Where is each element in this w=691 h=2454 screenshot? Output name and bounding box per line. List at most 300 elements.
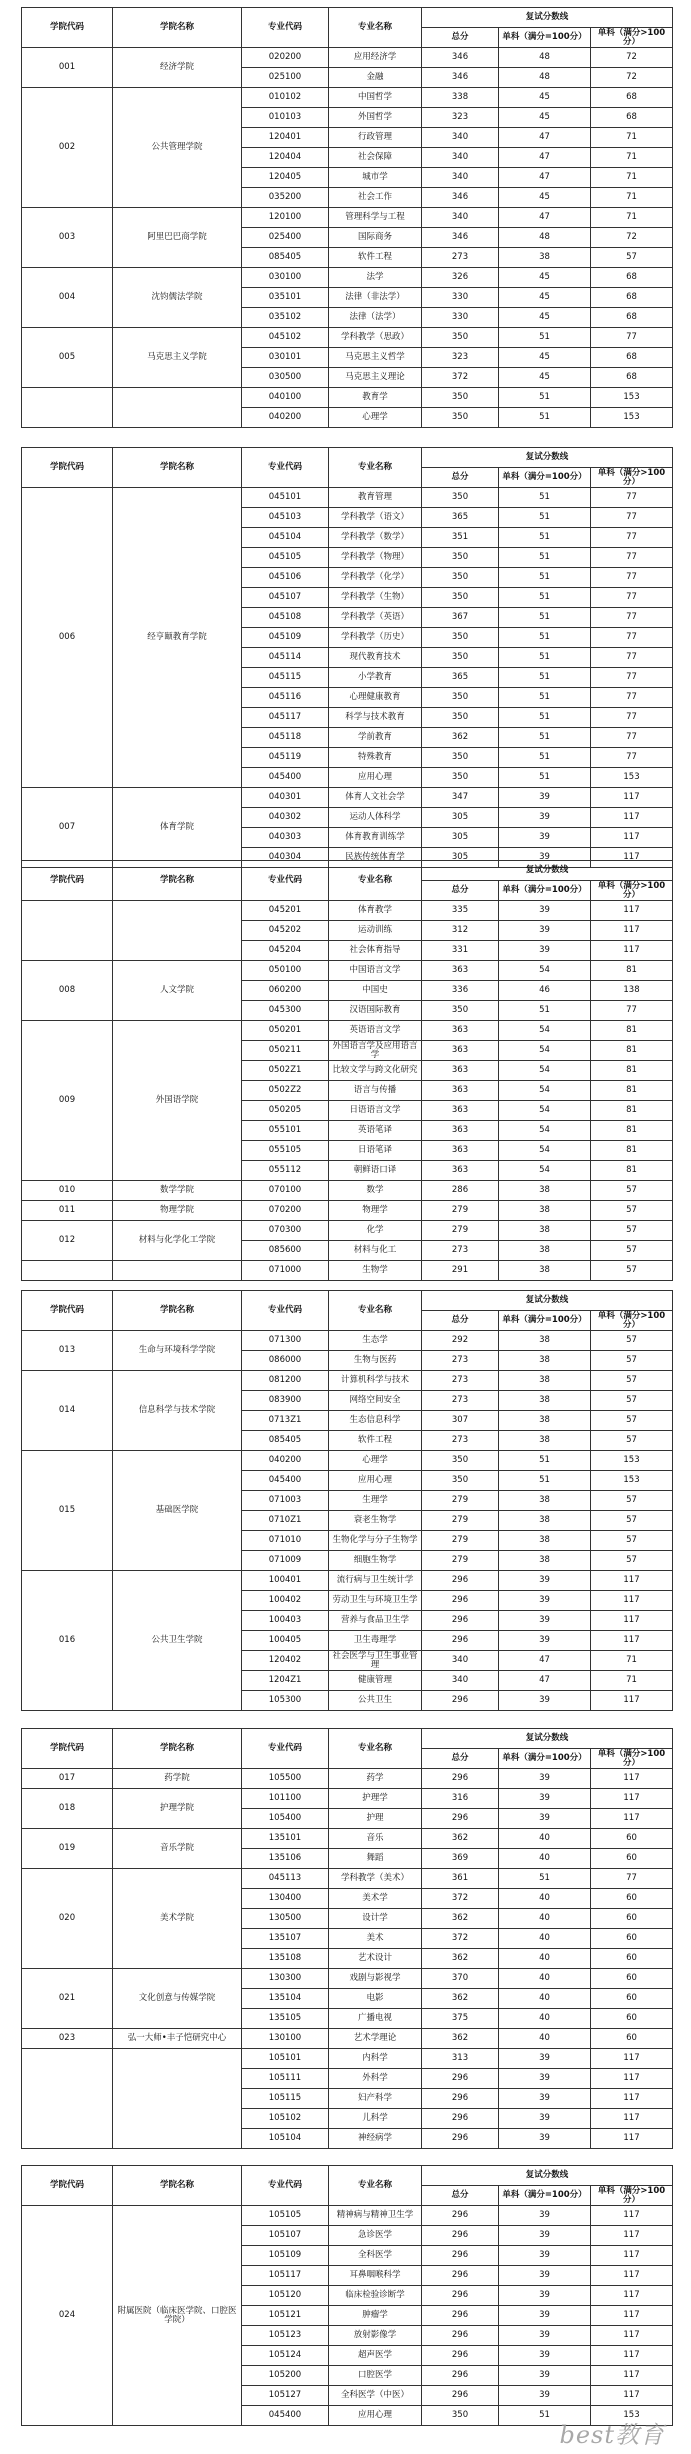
single-over100-cell: 117 bbox=[591, 2366, 673, 2386]
single-100-cell: 45 bbox=[499, 268, 591, 288]
single-100-cell: 45 bbox=[499, 288, 591, 308]
major-name-cell: 数学 bbox=[329, 1181, 422, 1201]
single-over100-cell: 117 bbox=[591, 1591, 673, 1611]
major-code-cell: 135106 bbox=[242, 1849, 329, 1869]
single-over100-cell: 117 bbox=[591, 2286, 673, 2306]
single-over100-cell: 81 bbox=[591, 1021, 673, 1041]
major-name-cell: 劳动卫生与环境卫生学 bbox=[329, 1591, 422, 1611]
single-over100-cell: 57 bbox=[591, 1431, 673, 1451]
major-name-cell: 儿科学 bbox=[329, 2109, 422, 2129]
college-code-cell: 007 bbox=[22, 788, 113, 868]
single-over100-cell: 117 bbox=[591, 1809, 673, 1829]
major-name-cell: 口腔医学 bbox=[329, 2366, 422, 2386]
score-table bbox=[21, 1290, 673, 1711]
single-100-cell: 39 bbox=[499, 828, 591, 848]
single-100-cell: 40 bbox=[499, 1969, 591, 1989]
college-code-cell: 019 bbox=[22, 1829, 113, 1869]
table-row bbox=[22, 268, 673, 288]
college-code-cell: 016 bbox=[22, 1571, 113, 1711]
total-score-cell: 291 bbox=[422, 1261, 499, 1281]
major-code-cell: 081200 bbox=[242, 1371, 329, 1391]
major-name-cell: 应用心理 bbox=[329, 768, 422, 788]
single-100-cell: 51 bbox=[499, 328, 591, 348]
college-name-cell: 物理学院 bbox=[113, 1201, 242, 1221]
single-over100-cell: 77 bbox=[591, 688, 673, 708]
major-name-cell: 生态学 bbox=[329, 1331, 422, 1351]
major-name-cell: 社会医学与卫生事业管理 bbox=[329, 1651, 422, 1671]
major-code-cell: 045102 bbox=[242, 328, 329, 348]
major-code-header: 专业代码 bbox=[242, 448, 329, 488]
single-over100-cell: 117 bbox=[591, 2326, 673, 2346]
single-100-header: 单科（满分=100分） bbox=[499, 468, 591, 488]
major-code-header: 专业代码 bbox=[242, 1291, 329, 1331]
major-code-cell: 085600 bbox=[242, 1241, 329, 1261]
single-over100-cell: 60 bbox=[591, 1949, 673, 1969]
single-100-cell: 39 bbox=[499, 2069, 591, 2089]
total-score-cell: 363 bbox=[422, 1121, 499, 1141]
single-100-cell: 40 bbox=[499, 1909, 591, 1929]
major-code-cell: 105120 bbox=[242, 2286, 329, 2306]
total-score-cell: 296 bbox=[422, 2326, 499, 2346]
total-score-cell: 363 bbox=[422, 961, 499, 981]
total-score-cell: 350 bbox=[422, 408, 499, 428]
college-name-header: 学院名称 bbox=[113, 1729, 242, 1769]
single-over100-cell: 71 bbox=[591, 148, 673, 168]
major-code-cell: 070300 bbox=[242, 1221, 329, 1241]
table-row bbox=[22, 1021, 673, 1041]
single-100-header: 单科（满分=100分） bbox=[499, 1311, 591, 1331]
major-code-cell: 050100 bbox=[242, 961, 329, 981]
single-over100-cell: 77 bbox=[591, 648, 673, 668]
total-header: 总分 bbox=[422, 468, 499, 488]
college-name-cell bbox=[113, 1261, 242, 1281]
single-100-header: 单科（满分=100分） bbox=[499, 881, 591, 901]
single-over100-cell: 68 bbox=[591, 268, 673, 288]
major-name-cell: 日语笔译 bbox=[329, 1141, 422, 1161]
total-score-cell: 350 bbox=[422, 1451, 499, 1471]
single-100-cell: 39 bbox=[499, 2326, 591, 2346]
watermark: best教育 bbox=[559, 2421, 665, 2449]
major-name-cell: 行政管理 bbox=[329, 128, 422, 148]
major-name-cell: 汉语国际教育 bbox=[329, 1001, 422, 1021]
table-row bbox=[22, 1201, 673, 1221]
total-score-cell: 330 bbox=[422, 308, 499, 328]
major-code-cell: 035200 bbox=[242, 188, 329, 208]
major-name-cell: 放射影像学 bbox=[329, 2326, 422, 2346]
major-name-cell: 教育管理 bbox=[329, 488, 422, 508]
major-code-cell: 040301 bbox=[242, 788, 329, 808]
total-score-cell: 350 bbox=[422, 708, 499, 728]
single-over100-cell: 57 bbox=[591, 1181, 673, 1201]
college-code-cell: 020 bbox=[22, 1869, 113, 1969]
total-score-cell: 273 bbox=[422, 1431, 499, 1451]
single-100-cell: 39 bbox=[499, 2386, 591, 2406]
single-over100-cell: 77 bbox=[591, 608, 673, 628]
total-score-cell: 336 bbox=[422, 981, 499, 1001]
college-name-cell: 生命与环境科学学院 bbox=[113, 1331, 242, 1371]
single-100-cell: 38 bbox=[499, 1531, 591, 1551]
major-code-header: 专业代码 bbox=[242, 861, 329, 901]
single-100-cell: 51 bbox=[499, 728, 591, 748]
total-score-cell: 296 bbox=[422, 2129, 499, 2149]
single-100-cell: 47 bbox=[499, 1651, 591, 1671]
college-code-cell: 006 bbox=[22, 488, 113, 788]
college-code-cell: 011 bbox=[22, 1201, 113, 1221]
total-score-cell: 369 bbox=[422, 1849, 499, 1869]
major-name-cell: 全科医学（中医） bbox=[329, 2386, 422, 2406]
single-over100-cell: 68 bbox=[591, 368, 673, 388]
single-100-cell: 51 bbox=[499, 668, 591, 688]
table-row bbox=[22, 1769, 673, 1789]
table-row bbox=[22, 1221, 673, 1241]
total-score-cell: 340 bbox=[422, 168, 499, 188]
major-code-cell: 135104 bbox=[242, 1989, 329, 2009]
major-name-cell: 学科教学（英语） bbox=[329, 608, 422, 628]
major-code-cell: 045116 bbox=[242, 688, 329, 708]
total-score-cell: 346 bbox=[422, 68, 499, 88]
total-score-cell: 365 bbox=[422, 668, 499, 688]
major-name-cell: 中国史 bbox=[329, 981, 422, 1001]
single-over100-cell: 71 bbox=[591, 128, 673, 148]
single-100-cell: 38 bbox=[499, 1391, 591, 1411]
major-name-cell: 外科学 bbox=[329, 2069, 422, 2089]
major-code-cell: 085405 bbox=[242, 1431, 329, 1451]
major-code-cell: 050205 bbox=[242, 1101, 329, 1121]
major-code-cell: 045105 bbox=[242, 548, 329, 568]
major-name-cell: 健康管理 bbox=[329, 1671, 422, 1691]
college-name-cell: 文化创意与传媒学院 bbox=[113, 1969, 242, 2029]
major-name-cell: 语言与传播 bbox=[329, 1081, 422, 1101]
single-100-cell: 47 bbox=[499, 168, 591, 188]
major-code-cell: 040303 bbox=[242, 828, 329, 848]
single-100-cell: 40 bbox=[499, 1989, 591, 2009]
single-100-cell: 39 bbox=[499, 2306, 591, 2326]
total-score-cell: 313 bbox=[422, 2049, 499, 2069]
major-name-cell: 电影 bbox=[329, 1989, 422, 2009]
total-score-cell: 323 bbox=[422, 348, 499, 368]
total-score-cell: 362 bbox=[422, 1829, 499, 1849]
single-100-cell: 51 bbox=[499, 608, 591, 628]
total-score-cell: 296 bbox=[422, 2346, 499, 2366]
major-name-cell: 妇产科学 bbox=[329, 2089, 422, 2109]
major-name-cell: 英语笔译 bbox=[329, 1121, 422, 1141]
major-code-cell: 105121 bbox=[242, 2306, 329, 2326]
single-over100-cell: 57 bbox=[591, 1331, 673, 1351]
major-code-cell: 045104 bbox=[242, 528, 329, 548]
single-100-cell: 51 bbox=[499, 708, 591, 728]
single-over100-cell: 77 bbox=[591, 548, 673, 568]
single-100-cell: 45 bbox=[499, 348, 591, 368]
single-over100-cell: 117 bbox=[591, 2069, 673, 2089]
single-over100-cell: 117 bbox=[591, 2049, 673, 2069]
major-code-cell: 040302 bbox=[242, 808, 329, 828]
single-over100-cell: 60 bbox=[591, 1829, 673, 1849]
total-score-cell: 372 bbox=[422, 1889, 499, 1909]
single-100-cell: 39 bbox=[499, 1611, 591, 1631]
table-row bbox=[22, 1829, 673, 1849]
total-score-cell: 335 bbox=[422, 901, 499, 921]
major-name-cell: 小学教育 bbox=[329, 668, 422, 688]
major-code-cell: 045107 bbox=[242, 588, 329, 608]
single-over100-cell: 153 bbox=[591, 388, 673, 408]
single-100-cell: 39 bbox=[499, 848, 591, 868]
single-100-cell: 38 bbox=[499, 1241, 591, 1261]
single-100-cell: 40 bbox=[499, 2009, 591, 2029]
single-100-cell: 51 bbox=[499, 768, 591, 788]
major-name-cell: 艺术学理论 bbox=[329, 2029, 422, 2049]
total-score-cell: 305 bbox=[422, 828, 499, 848]
retest-line-header: 复试分数线 bbox=[422, 1291, 673, 1311]
major-code-header: 专业代码 bbox=[242, 8, 329, 48]
table-row bbox=[22, 1181, 673, 1201]
total-score-cell: 350 bbox=[422, 568, 499, 588]
college-name-cell: 人文学院 bbox=[113, 961, 242, 1021]
total-header: 总分 bbox=[422, 28, 499, 48]
major-name-cell: 药学 bbox=[329, 1769, 422, 1789]
major-name-cell: 体育教育训练学 bbox=[329, 828, 422, 848]
single-over100-cell: 57 bbox=[591, 248, 673, 268]
major-name-cell: 公共卫生 bbox=[329, 1691, 422, 1711]
major-code-cell: 105400 bbox=[242, 1809, 329, 1829]
major-code-cell: 135108 bbox=[242, 1949, 329, 1969]
total-score-cell: 363 bbox=[422, 1021, 499, 1041]
single-over100-cell: 68 bbox=[591, 308, 673, 328]
single-over100-cell: 81 bbox=[591, 1041, 673, 1061]
major-name-cell: 科学与技术教育 bbox=[329, 708, 422, 728]
total-score-cell: 362 bbox=[422, 1909, 499, 1929]
single-over100-cell: 81 bbox=[591, 961, 673, 981]
total-score-cell: 350 bbox=[422, 768, 499, 788]
total-score-cell: 346 bbox=[422, 48, 499, 68]
major-code-cell: 045400 bbox=[242, 1471, 329, 1491]
major-name-cell: 特殊教育 bbox=[329, 748, 422, 768]
single-over100-cell: 117 bbox=[591, 2246, 673, 2266]
major-name-cell: 计算机科学与技术 bbox=[329, 1371, 422, 1391]
college-name-cell: 信息科学与技术学院 bbox=[113, 1371, 242, 1451]
single-over100-cell: 57 bbox=[591, 1261, 673, 1281]
single-100-cell: 51 bbox=[499, 568, 591, 588]
single-over100-cell: 117 bbox=[591, 1769, 673, 1789]
total-score-cell: 350 bbox=[422, 588, 499, 608]
table-row bbox=[22, 901, 673, 921]
total-score-cell: 351 bbox=[422, 528, 499, 548]
single-100-cell: 40 bbox=[499, 1929, 591, 1949]
college-code-header: 学院代码 bbox=[22, 8, 113, 48]
total-score-cell: 350 bbox=[422, 688, 499, 708]
total-score-cell: 279 bbox=[422, 1221, 499, 1241]
total-score-cell: 330 bbox=[422, 288, 499, 308]
single-over100-cell: 77 bbox=[591, 568, 673, 588]
major-code-cell: 071000 bbox=[242, 1261, 329, 1281]
major-code-cell: 060200 bbox=[242, 981, 329, 1001]
major-code-cell: 020200 bbox=[242, 48, 329, 68]
total-score-cell: 279 bbox=[422, 1511, 499, 1531]
total-score-cell: 296 bbox=[422, 1809, 499, 1829]
single-100-cell: 51 bbox=[499, 688, 591, 708]
single-over100-cell: 117 bbox=[591, 921, 673, 941]
major-code-cell: 135101 bbox=[242, 1829, 329, 1849]
total-header: 总分 bbox=[422, 881, 499, 901]
college-code-cell: 001 bbox=[22, 48, 113, 88]
major-name-cell: 国际商务 bbox=[329, 228, 422, 248]
college-code-header: 学院代码 bbox=[22, 448, 113, 488]
major-code-cell: 130100 bbox=[242, 2029, 329, 2049]
college-code-cell: 010 bbox=[22, 1181, 113, 1201]
major-name-cell: 体育人文社会学 bbox=[329, 788, 422, 808]
table-row bbox=[22, 1331, 673, 1351]
single-100-cell: 38 bbox=[499, 1351, 591, 1371]
score-table bbox=[21, 1728, 673, 2149]
single-100-header: 单科（满分=100分） bbox=[499, 2186, 591, 2206]
major-name-cell: 日语语言文学 bbox=[329, 1101, 422, 1121]
college-name-cell: 数学学院 bbox=[113, 1181, 242, 1201]
major-name-cell: 法律（非法学） bbox=[329, 288, 422, 308]
major-name-cell: 金融 bbox=[329, 68, 422, 88]
single-over100-cell: 57 bbox=[591, 1531, 673, 1551]
major-name-cell: 软件工程 bbox=[329, 1431, 422, 1451]
single-over100-cell: 77 bbox=[591, 708, 673, 728]
single-100-cell: 48 bbox=[499, 228, 591, 248]
table-row bbox=[22, 2206, 673, 2226]
table-row bbox=[22, 388, 673, 408]
single-over100-cell: 117 bbox=[591, 1789, 673, 1809]
single-100-cell: 54 bbox=[499, 961, 591, 981]
major-code-cell: 105105 bbox=[242, 2206, 329, 2226]
total-score-cell: 350 bbox=[422, 648, 499, 668]
retest-line-header: 复试分数线 bbox=[422, 1729, 673, 1749]
single-over100-header: 单科（满分>100分） bbox=[591, 1749, 673, 1769]
single-100-cell: 39 bbox=[499, 2109, 591, 2129]
single-over100-cell: 77 bbox=[591, 1001, 673, 1021]
single-100-cell: 51 bbox=[499, 588, 591, 608]
major-code-cell: 120401 bbox=[242, 128, 329, 148]
major-name-header: 专业名称 bbox=[329, 1291, 422, 1331]
college-code-cell: 023 bbox=[22, 2029, 113, 2049]
total-score-cell: 372 bbox=[422, 368, 499, 388]
single-over100-cell: 77 bbox=[591, 488, 673, 508]
total-score-cell: 296 bbox=[422, 1769, 499, 1789]
total-score-cell: 350 bbox=[422, 488, 499, 508]
retest-line-header: 复试分数线 bbox=[422, 448, 673, 468]
single-over100-cell: 77 bbox=[591, 328, 673, 348]
college-name-cell: 经亨颐教育学院 bbox=[113, 488, 242, 788]
total-score-cell: 312 bbox=[422, 921, 499, 941]
total-score-cell: 362 bbox=[422, 1949, 499, 1969]
major-name-cell: 运动人体科学 bbox=[329, 808, 422, 828]
total-score-cell: 350 bbox=[422, 628, 499, 648]
college-code-cell: 008 bbox=[22, 961, 113, 1021]
major-name-cell: 材料与化工 bbox=[329, 1241, 422, 1261]
total-score-cell: 296 bbox=[422, 2109, 499, 2129]
major-code-cell: 045113 bbox=[242, 1869, 329, 1889]
single-100-cell: 47 bbox=[499, 148, 591, 168]
major-name-cell: 中国哲学 bbox=[329, 88, 422, 108]
single-100-cell: 38 bbox=[499, 1551, 591, 1571]
major-code-cell: 105101 bbox=[242, 2049, 329, 2069]
total-score-cell: 363 bbox=[422, 1161, 499, 1181]
table-row bbox=[22, 1451, 673, 1471]
table-row bbox=[22, 788, 673, 808]
major-code-cell: 105109 bbox=[242, 2246, 329, 2266]
major-code-cell: 105104 bbox=[242, 2129, 329, 2149]
total-score-cell: 273 bbox=[422, 1391, 499, 1411]
single-over100-cell: 60 bbox=[591, 2029, 673, 2049]
single-100-cell: 45 bbox=[499, 108, 591, 128]
single-over100-cell: 81 bbox=[591, 1161, 673, 1181]
major-name-cell: 营养与食品卫生学 bbox=[329, 1611, 422, 1631]
single-100-cell: 39 bbox=[499, 788, 591, 808]
single-100-cell: 51 bbox=[499, 508, 591, 528]
college-name-cell: 附属医院（临床医学院、口腔医学院） bbox=[113, 2206, 242, 2426]
single-over100-header: 单科（满分>100分） bbox=[591, 1311, 673, 1331]
major-code-cell: 105500 bbox=[242, 1769, 329, 1789]
single-over100-cell: 57 bbox=[591, 1511, 673, 1531]
major-code-cell: 070100 bbox=[242, 1181, 329, 1201]
table-row bbox=[22, 2049, 673, 2069]
single-100-cell: 39 bbox=[499, 2346, 591, 2366]
major-code-cell: 100401 bbox=[242, 1571, 329, 1591]
major-code-cell: 040200 bbox=[242, 1451, 329, 1471]
single-over100-cell: 77 bbox=[591, 588, 673, 608]
major-name-cell: 学科教学（思政） bbox=[329, 328, 422, 348]
major-name-cell: 运动训练 bbox=[329, 921, 422, 941]
major-code-cell: 030500 bbox=[242, 368, 329, 388]
single-100-cell: 45 bbox=[499, 308, 591, 328]
score-table bbox=[21, 2165, 673, 2426]
single-100-cell: 39 bbox=[499, 1571, 591, 1591]
college-code-cell bbox=[22, 1261, 113, 1281]
major-name-cell: 法律（法学） bbox=[329, 308, 422, 328]
single-over100-cell: 68 bbox=[591, 108, 673, 128]
single-100-cell: 54 bbox=[499, 1141, 591, 1161]
single-over100-cell: 117 bbox=[591, 2109, 673, 2129]
table-row bbox=[22, 1261, 673, 1281]
college-code-cell: 024 bbox=[22, 2206, 113, 2426]
total-score-cell: 362 bbox=[422, 1989, 499, 2009]
major-code-cell: 035101 bbox=[242, 288, 329, 308]
single-100-cell: 39 bbox=[499, 2206, 591, 2226]
single-over100-cell: 117 bbox=[591, 2206, 673, 2226]
single-over100-cell: 117 bbox=[591, 2346, 673, 2366]
single-100-cell: 38 bbox=[499, 1181, 591, 1201]
total-header: 总分 bbox=[422, 1749, 499, 1769]
single-over100-cell: 77 bbox=[591, 628, 673, 648]
major-code-cell: 040200 bbox=[242, 408, 329, 428]
college-code-cell: 021 bbox=[22, 1969, 113, 2029]
single-over100-cell: 117 bbox=[591, 2129, 673, 2149]
major-code-cell: 045117 bbox=[242, 708, 329, 728]
major-code-cell: 045118 bbox=[242, 728, 329, 748]
total-score-cell: 296 bbox=[422, 2206, 499, 2226]
single-100-cell: 38 bbox=[499, 1331, 591, 1351]
single-100-cell: 39 bbox=[499, 1691, 591, 1711]
major-name-cell: 艺术设计 bbox=[329, 1949, 422, 1969]
table-row bbox=[22, 208, 673, 228]
major-code-cell: 086000 bbox=[242, 1351, 329, 1371]
table-row bbox=[22, 1969, 673, 1989]
total-score-cell: 273 bbox=[422, 1371, 499, 1391]
single-over100-cell: 117 bbox=[591, 848, 673, 868]
total-score-cell: 340 bbox=[422, 128, 499, 148]
single-over100-cell: 71 bbox=[591, 208, 673, 228]
total-score-cell: 331 bbox=[422, 941, 499, 961]
single-100-header: 单科（满分=100分） bbox=[499, 1749, 591, 1769]
single-100-cell: 39 bbox=[499, 1809, 591, 1829]
major-code-cell: 105127 bbox=[242, 2386, 329, 2406]
total-score-cell: 296 bbox=[422, 2246, 499, 2266]
total-score-cell: 362 bbox=[422, 2029, 499, 2049]
single-100-cell: 45 bbox=[499, 88, 591, 108]
